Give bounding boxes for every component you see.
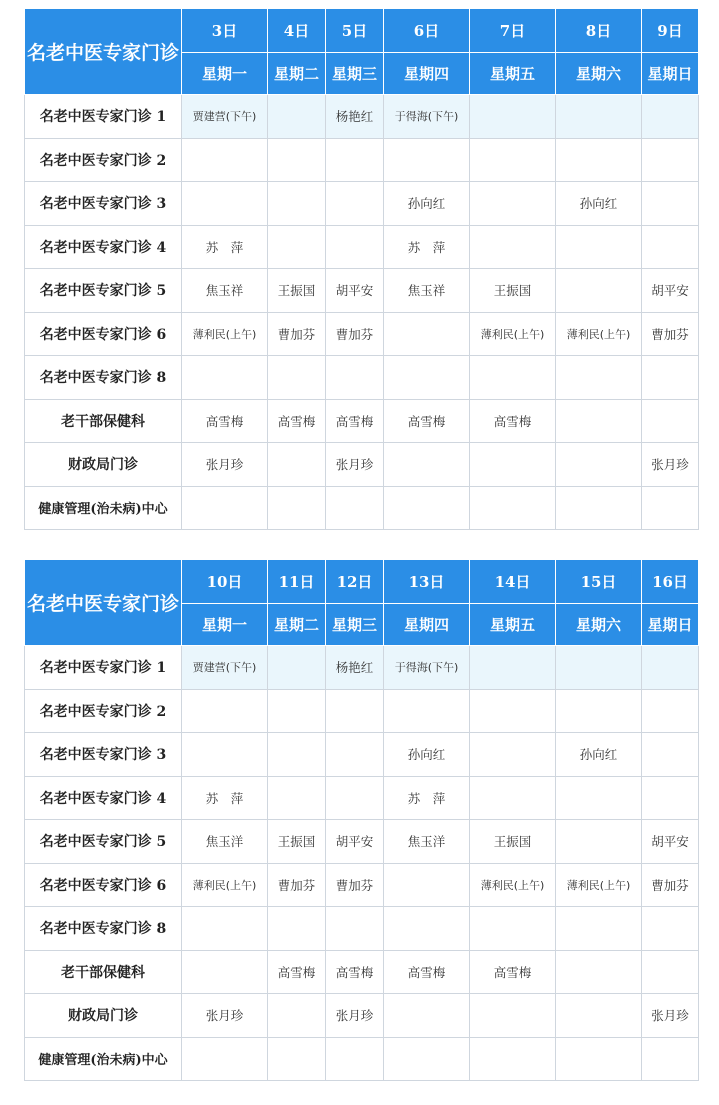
doctor-cell: 王振国 [268,820,326,864]
table-row [25,443,699,487]
doctor-cell [470,689,556,733]
table-row [25,950,699,994]
doctor-cell: 苏 萍 [182,225,268,269]
clinic-label: 名老中医专家门诊 8 [25,907,182,951]
doctor-cell: 高雪梅 [384,399,470,443]
table-row [25,269,699,313]
doctor-cell [326,689,384,733]
clinic-label: 财政局门诊 [25,443,182,487]
date-header: 8日 [556,9,642,53]
doctor-cell [470,486,556,530]
weekday-header: 星期二 [268,53,326,95]
doctor-cell [642,486,699,530]
doctor-cell [268,486,326,530]
doctor-cell [470,646,556,690]
table-row [25,646,699,690]
clinic-label: 名老中医专家门诊 6 [25,863,182,907]
doctor-cell [268,225,326,269]
doctor-cell [642,138,699,182]
doctor-cell [326,776,384,820]
doctor-cell [268,356,326,400]
date-header: 4日 [268,9,326,53]
date-header: 9日 [642,9,699,53]
doctor-cell [268,182,326,226]
date-header: 7日 [470,9,556,53]
table-row [25,399,699,443]
doctor-cell [556,225,642,269]
table-row [25,182,699,226]
doctor-cell [556,356,642,400]
weekday-header: 星期六 [556,53,642,95]
weekday-header: 星期三 [326,604,384,646]
doctor-cell [470,356,556,400]
doctor-cell: 孙向红 [384,182,470,226]
doctor-cell: 焦玉洋 [384,820,470,864]
doctor-cell [182,950,268,994]
doctor-cell: 于得海(下午) [384,646,470,690]
doctor-cell [556,646,642,690]
doctor-cell [384,689,470,733]
doctor-cell [182,733,268,777]
doctor-cell: 薄利民(上午) [556,863,642,907]
doctor-cell [642,950,699,994]
doctor-cell: 薄利民(上午) [470,312,556,356]
table-row [25,907,699,951]
weekday-header: 星期六 [556,604,642,646]
doctor-cell [268,138,326,182]
doctor-cell [268,1037,326,1081]
doctor-cell [182,486,268,530]
date-header-row [25,9,699,53]
doctor-cell: 胡平安 [326,820,384,864]
doctor-cell [556,689,642,733]
doctor-cell: 张月珍 [326,443,384,487]
clinic-label: 名老中医专家门诊 4 [25,225,182,269]
doctor-cell [556,269,642,313]
doctor-cell: 薄利民(上午) [556,312,642,356]
doctor-cell: 高雪梅 [326,950,384,994]
doctor-cell [470,994,556,1038]
table-row [25,486,699,530]
doctor-cell: 高雪梅 [268,399,326,443]
doctor-cell: 薄利民(上午) [470,863,556,907]
doctor-cell [556,994,642,1038]
doctor-cell: 王振国 [470,269,556,313]
doctor-cell [642,776,699,820]
date-header: 15日 [556,560,642,604]
doctor-cell [326,138,384,182]
doctor-cell [268,994,326,1038]
doctor-cell: 孙向红 [556,733,642,777]
doctor-cell: 曹加芬 [268,863,326,907]
weekday-header: 星期日 [642,53,699,95]
doctor-cell [268,95,326,139]
doctor-cell: 杨艳红 [326,646,384,690]
clinic-label: 名老中医专家门诊 4 [25,776,182,820]
doctor-cell [326,182,384,226]
doctor-cell: 高雪梅 [470,399,556,443]
doctor-cell [470,95,556,139]
doctor-cell: 薄利民(上午) [182,312,268,356]
weekday-header: 星期二 [268,604,326,646]
clinic-label: 财政局门诊 [25,994,182,1038]
doctor-cell [182,907,268,951]
table-title: 名老中医专家门诊 [25,560,182,646]
doctor-cell [268,443,326,487]
doctor-cell: 孙向红 [556,182,642,226]
date-header: 3日 [182,9,268,53]
weekday-header: 星期四 [384,604,470,646]
doctor-cell: 高雪梅 [268,950,326,994]
doctor-cell [642,225,699,269]
doctor-cell [470,225,556,269]
table-row [25,225,699,269]
date-header: 10日 [182,560,268,604]
doctor-cell [556,820,642,864]
clinic-label: 名老中医专家门诊 2 [25,138,182,182]
doctor-cell: 贾建营(下午) [182,95,268,139]
doctor-cell: 高雪梅 [326,399,384,443]
clinic-label: 健康管理(治未病)中心 [25,1037,182,1081]
doctor-cell [268,733,326,777]
doctor-cell [556,1037,642,1081]
doctor-cell: 王振国 [470,820,556,864]
table-row [25,733,699,777]
doctor-cell: 张月珍 [182,443,268,487]
doctor-cell [268,689,326,733]
doctor-cell [182,356,268,400]
weekday-header: 星期五 [470,604,556,646]
clinic-label: 名老中医专家门诊 5 [25,269,182,313]
doctor-cell: 焦玉洋 [182,820,268,864]
weekday-header: 星期一 [182,53,268,95]
doctor-cell: 苏 萍 [384,225,470,269]
weekday-header: 星期一 [182,604,268,646]
doctor-cell [384,443,470,487]
date-header: 6日 [384,9,470,53]
clinic-label: 名老中医专家门诊 1 [25,646,182,690]
doctor-cell [384,138,470,182]
table-row [25,689,699,733]
doctor-cell: 焦玉祥 [182,269,268,313]
doctor-cell [470,907,556,951]
doctor-cell [384,312,470,356]
doctor-cell [384,907,470,951]
doctor-cell [182,1037,268,1081]
doctor-cell [268,776,326,820]
clinic-label: 名老中医专家门诊 5 [25,820,182,864]
doctor-cell [556,486,642,530]
doctor-cell [384,356,470,400]
date-header: 14日 [470,560,556,604]
doctor-cell [326,733,384,777]
doctor-cell [556,907,642,951]
doctor-cell [326,1037,384,1081]
doctor-cell [326,907,384,951]
clinic-label: 老干部保健科 [25,950,182,994]
doctor-cell [384,1037,470,1081]
date-header: 12日 [326,560,384,604]
doctor-cell: 孙向红 [384,733,470,777]
doctor-cell [642,356,699,400]
doctor-cell [470,182,556,226]
doctor-cell: 曹加芬 [642,863,699,907]
doctor-cell: 焦玉祥 [384,269,470,313]
clinic-label: 老干部保健科 [25,399,182,443]
doctor-cell: 贾建营(下午) [182,646,268,690]
doctor-cell [642,399,699,443]
doctor-cell [642,907,699,951]
doctor-cell [470,776,556,820]
doctor-cell [326,225,384,269]
weekday-header: 星期日 [642,604,699,646]
doctor-cell [642,689,699,733]
table-row [25,1037,699,1081]
doctor-cell: 张月珍 [326,994,384,1038]
doctor-cell [556,443,642,487]
doctor-cell: 曹加芬 [642,312,699,356]
doctor-cell [556,95,642,139]
clinic-label: 健康管理(治未病)中心 [25,486,182,530]
doctor-cell [556,399,642,443]
weekday-header: 星期四 [384,53,470,95]
doctor-cell [642,182,699,226]
date-header: 5日 [326,9,384,53]
doctor-cell [384,994,470,1038]
doctor-cell: 胡平安 [642,820,699,864]
table-row [25,863,699,907]
clinic-label: 名老中医专家门诊 8 [25,356,182,400]
doctor-cell [470,138,556,182]
table-title: 名老中医专家门诊 [25,9,182,95]
clinic-label: 名老中医专家门诊 3 [25,733,182,777]
doctor-cell [384,486,470,530]
doctor-cell [642,733,699,777]
doctor-cell [556,138,642,182]
date-header: 11日 [268,560,326,604]
date-header: 13日 [384,560,470,604]
table-row [25,312,699,356]
weekday-header: 星期五 [470,53,556,95]
clinic-label: 名老中医专家门诊 2 [25,689,182,733]
table-row [25,95,699,139]
doctor-cell [268,907,326,951]
doctor-cell: 杨艳红 [326,95,384,139]
doctor-cell: 薄利民(上午) [182,863,268,907]
schedule-table-week2 [24,559,699,1081]
doctor-cell [182,138,268,182]
doctor-cell: 张月珍 [182,994,268,1038]
doctor-cell [326,486,384,530]
doctor-cell: 王振国 [268,269,326,313]
doctor-cell: 曹加芬 [326,863,384,907]
doctor-cell [642,95,699,139]
date-header-row [25,560,699,604]
doctor-cell: 曹加芬 [326,312,384,356]
table-row [25,776,699,820]
clinic-label: 名老中医专家门诊 1 [25,95,182,139]
doctor-cell [470,733,556,777]
doctor-cell: 于得海(下午) [384,95,470,139]
doctor-cell: 张月珍 [642,443,699,487]
doctor-cell: 苏 萍 [182,776,268,820]
doctor-cell [642,1037,699,1081]
doctor-cell [268,646,326,690]
table-row [25,138,699,182]
doctor-cell [470,443,556,487]
doctor-cell [556,950,642,994]
doctor-cell: 高雪梅 [470,950,556,994]
schedule-table-week1 [24,8,699,530]
doctor-cell [556,776,642,820]
doctor-cell [326,356,384,400]
doctor-cell: 苏 萍 [384,776,470,820]
doctor-cell: 胡平安 [326,269,384,313]
clinic-label: 名老中医专家门诊 3 [25,182,182,226]
doctor-cell: 曹加芬 [268,312,326,356]
date-header: 16日 [642,560,699,604]
doctor-cell: 高雪梅 [182,399,268,443]
table-row [25,820,699,864]
table-row [25,994,699,1038]
table-row [25,356,699,400]
doctor-cell [182,689,268,733]
doctor-cell: 高雪梅 [384,950,470,994]
doctor-cell [384,863,470,907]
doctor-cell: 胡平安 [642,269,699,313]
doctor-cell: 张月珍 [642,994,699,1038]
doctor-cell [470,1037,556,1081]
doctor-cell [182,182,268,226]
doctor-cell [642,646,699,690]
clinic-label: 名老中医专家门诊 6 [25,312,182,356]
weekday-header: 星期三 [326,53,384,95]
